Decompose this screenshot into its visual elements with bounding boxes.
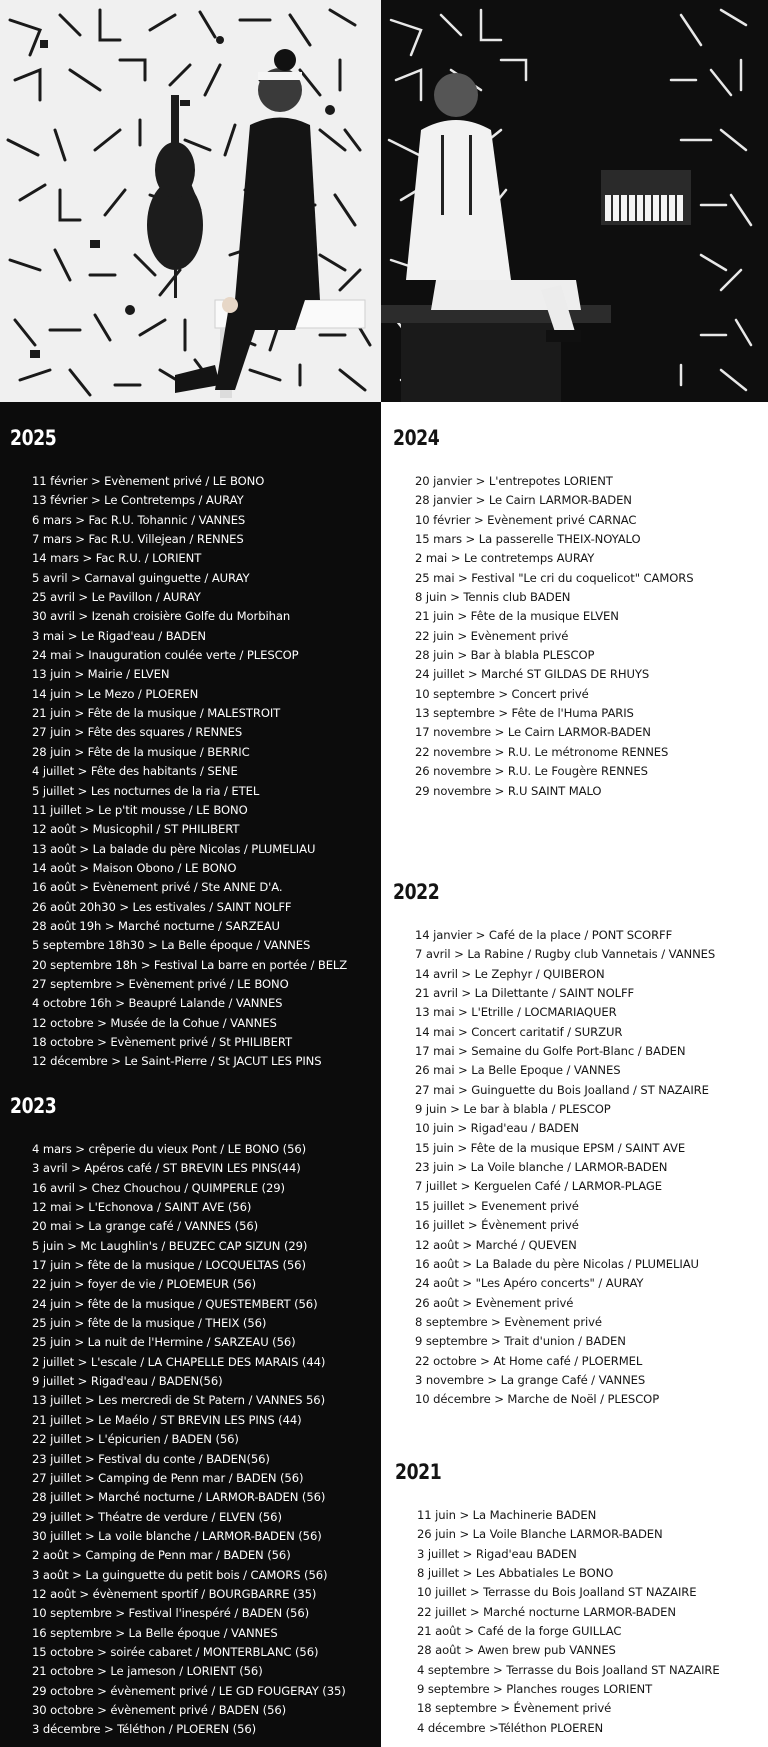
list-item: 14 avril > Le Zephyr / QUIBERON xyxy=(415,966,605,981)
list-item: 29 octobre > évènement privé / LE GD FOUGERAY (35) xyxy=(32,1683,346,1698)
year-heading: 2024 xyxy=(393,426,440,450)
list-item: 2 juillet > L'escale / LA CHAPELLE DES MARAIS (44) xyxy=(32,1354,326,1369)
list-item: 17 juin > fête de la musique / LOCQUELTAS (56) xyxy=(32,1258,306,1273)
list-item: 7 mars > Fac R.U. Villejean / RENNES xyxy=(32,532,244,547)
list-item: 3 décembre > Téléthon / PLOEREN (56) xyxy=(32,1722,257,1737)
list-item: 26 mai > La Belle Epoque / VANNES xyxy=(415,1063,621,1078)
list-item: 4 septembre > Terrasse du Bois Joalland ST NAZAIRE xyxy=(417,1662,720,1677)
list-item: 12 août > évènement sportif / BOURGBARRE (35) xyxy=(32,1586,317,1601)
list-item: 28 juillet > Marché nocturne / LARMOR-BADEN (56) xyxy=(32,1490,326,1505)
list-item: 12 décembre > Le Saint-Pierre / St JACUT LES PINS xyxy=(32,1054,322,1069)
list-item: 14 juin > Le Mezo / PLOEREN xyxy=(32,686,199,701)
list-item: 11 février > Evènement privé / LE BONO xyxy=(32,474,265,488)
list-item: 15 mars > La passerelle THEIX-NOYALO xyxy=(415,532,641,547)
list-item: 10 février > Evènement privé CARNAC xyxy=(415,512,637,527)
list-item: 23 juillet > Festival du conte / BADEN(56) xyxy=(32,1451,270,1466)
event-list xyxy=(393,472,694,801)
list-item: 16 avril > Chez Chouchou / QUIMPERLE (29) xyxy=(32,1180,285,1195)
list-item: 26 août > Evènement privé xyxy=(415,1295,574,1310)
list-item: 22 juin > foyer de vie / PLOEMEUR (56) xyxy=(32,1277,256,1292)
list-item: 5 septembre 18h30 > La Belle époque / VANNES xyxy=(32,938,311,953)
keyboard-player-photo xyxy=(381,0,768,402)
list-item: 2 mai > Le contretemps AURAY xyxy=(415,551,595,566)
list-item: 22 novembre > R.U. Le métronome RENNES xyxy=(415,744,669,759)
list-item: 21 juin > Fête de la musique ELVEN xyxy=(415,609,619,624)
list-item: 6 mars > Fac R.U. Tohannic / VANNES xyxy=(32,512,246,527)
list-item: 3 mai > Le Rigad'eau / BADEN xyxy=(32,628,206,643)
list-item: 25 juin > La nuit de l'Hermine / SARZEAU (56) xyxy=(32,1335,296,1350)
list-item: 25 mai > Festival "Le cri du coquelicot" CAMORS xyxy=(415,570,694,585)
event-list xyxy=(393,926,715,1410)
list-item: 4 décembre >Téléthon PLOEREN xyxy=(417,1720,604,1735)
year-heading: 2021 xyxy=(395,1460,442,1484)
list-item: 12 octobre > Musée de la Cohue / VANNES xyxy=(32,1015,277,1030)
list-item: 27 juillet > Camping de Penn mar / BADEN (56) xyxy=(32,1470,304,1485)
list-item: 25 avril > Le Pavillon / AURAY xyxy=(32,590,201,605)
event-list xyxy=(10,1140,346,1740)
event-list xyxy=(395,1506,720,1738)
year-2022-section xyxy=(393,880,715,1410)
list-item: 12 août > Marché / QUEVEN xyxy=(415,1237,577,1252)
list-item: 13 février > Le Contretemps / AURAY xyxy=(32,493,244,508)
list-item: 12 mai > L'Echonova / SAINT AVE (56) xyxy=(32,1200,252,1215)
list-item: 3 avril > Apéros café / ST BREVIN LES PINS(44) xyxy=(32,1161,301,1176)
list-item: 13 juillet > Les mercredi de St Patern / VANNES 56) xyxy=(32,1393,325,1408)
list-item: 8 juillet > Les Abbatiales Le BONO xyxy=(417,1566,614,1581)
list-item: 8 septembre > Evènement privé xyxy=(415,1314,602,1329)
list-item: 30 juillet > La voile blanche / LARMOR-BADEN (56) xyxy=(32,1528,322,1543)
list-item: 22 juillet > Marché nocturne LARMOR-BADEN xyxy=(417,1604,676,1619)
list-item: 9 juin > Le bar à blabla / PLESCOP xyxy=(415,1102,611,1117)
list-item: 12 août > Musicophil / ST PHILIBERT xyxy=(32,822,240,837)
year-2021-section xyxy=(395,1460,720,1738)
list-item: 26 juin > La Voile Blanche LARMOR-BADEN xyxy=(417,1527,663,1542)
list-item: 3 juillet > Rigad'eau BADEN xyxy=(417,1546,577,1561)
list-item: 28 août 19h > Marché nocturne / SARZEAU xyxy=(32,918,280,933)
list-item: 21 juin > Fête de la musique / MALESTROIT xyxy=(32,706,281,721)
list-item: 7 avril > La Rabine / Rugby club Vannetais / VANNES xyxy=(415,947,716,962)
list-item: 15 juillet > Evenement privé xyxy=(415,1198,579,1213)
left-column xyxy=(0,402,381,1747)
year-heading: 2023 xyxy=(10,1094,57,1118)
event-list xyxy=(10,472,347,1072)
list-item: 24 juillet > Marché ST GILDAS DE RHUYS xyxy=(415,667,650,682)
list-item: 25 juin > fête de la musique / THEIX (56) xyxy=(32,1316,267,1331)
list-item: 16 septembre > La Belle époque / VANNES xyxy=(32,1625,278,1640)
list-item: 16 août > La Balade du père Nicolas / PLUMELIAU xyxy=(415,1256,699,1271)
list-item: 15 juin > Fête de la musique EPSM / SAINT AVE xyxy=(415,1140,686,1155)
list-item: 14 mai > Concert caritatif / SURZUR xyxy=(415,1024,623,1039)
list-item: 29 juillet > Théatre de verdure / ELVEN (56) xyxy=(32,1509,282,1524)
list-item: 3 novembre > La grange Café / VANNES xyxy=(415,1372,646,1387)
list-item: 26 novembre > R.U. Le Fougère RENNES xyxy=(415,764,648,779)
list-item: 2 août > Camping de Penn mar / BADEN (56) xyxy=(32,1548,291,1563)
year-2024-section xyxy=(393,426,694,801)
list-item: 24 août > "Les Apéro concerts" / AURAY xyxy=(415,1276,644,1291)
list-item: 27 septembre > Evènement privé / LE BONO xyxy=(32,976,289,991)
list-item: 29 novembre > R.U SAINT MALO xyxy=(415,783,602,798)
list-item: 28 janvier > Le Cairn LARMOR-BADEN xyxy=(415,493,632,508)
keyboard-player-illustration xyxy=(381,0,768,402)
year-2025-section xyxy=(10,426,347,1072)
list-item: 21 avril > La Dilettante / SAINT NOLFF xyxy=(415,986,635,1001)
list-item: 14 mars > Fac R.U. / LORIENT xyxy=(32,551,202,566)
list-item: 10 juillet > Terrasse du Bois Joalland ST NAZAIRE xyxy=(417,1585,697,1600)
list-item: 10 septembre > Festival l'inespéré / BADEN (56) xyxy=(32,1606,310,1621)
list-item: 20 septembre 18h > Festival La barre en portée / BELZ xyxy=(32,957,348,972)
list-item: 14 août > Maison Obono / LE BONO xyxy=(32,860,237,875)
list-item: 14 janvier > Café de la place / PONT SCORFF xyxy=(415,928,673,942)
list-item: 13 août > La balade du père Nicolas / PLUMELIAU xyxy=(32,841,316,856)
list-item: 9 septembre > Trait d'union / BADEN xyxy=(415,1334,626,1349)
list-item: 27 juin > Fête des squares / RENNES xyxy=(32,725,243,740)
list-item: 30 octobre > évènement privé / BADEN (56) xyxy=(32,1702,287,1717)
list-item: 5 juillet > Les nocturnes de la ria / ETEL xyxy=(32,783,260,798)
list-item: 24 mai > Inauguration coulée verte / PLESCOP xyxy=(32,648,299,663)
list-item: 13 septembre > Fête de l'Huma PARIS xyxy=(415,706,634,721)
header-photo xyxy=(0,0,768,402)
list-item: 17 novembre > Le Cairn LARMOR-BADEN xyxy=(415,725,651,740)
list-item: 8 juin > Tennis club BADEN xyxy=(415,590,571,605)
list-item: 20 mai > La grange café / VANNES (56) xyxy=(32,1219,259,1234)
list-item: 20 janvier > L'entrepotes LORIENT xyxy=(415,474,613,488)
list-item: 30 avril > Izenah croisière Golfe du Morbihan xyxy=(32,609,291,624)
list-item: 21 juillet > Le Maélo / ST BREVIN LES PINS (44) xyxy=(32,1412,302,1427)
list-item: 26 août 20h30 > Les estivales / SAINT NOLFF xyxy=(32,899,292,914)
list-item: 16 août > Evènement privé / Ste ANNE D'A. xyxy=(32,880,283,895)
list-item: 10 juin > Rigad'eau / BADEN xyxy=(415,1121,579,1136)
list-item: 21 octobre > Le jameson / LORIENT (56) xyxy=(32,1664,263,1679)
list-item: 9 juillet > Rigad'eau / BADEN(56) xyxy=(32,1374,223,1389)
cello-player-illustration xyxy=(0,0,381,402)
list-item: 28 août > Awen brew pub VANNES xyxy=(417,1643,616,1658)
year-heading: 2025 xyxy=(10,426,57,450)
list-item: 11 juillet > Le p'tit mousse / LE BONO xyxy=(32,802,248,817)
list-item: 10 septembre > Concert privé xyxy=(415,686,589,701)
list-item: 17 mai > Semaine du Golfe Port-Blanc / BADEN xyxy=(415,1044,686,1059)
list-item: 22 juin > Evènement privé xyxy=(415,628,569,643)
list-item: 4 juillet > Fête des habitants / SENE xyxy=(32,764,238,779)
year-heading: 2022 xyxy=(393,880,440,904)
list-item: 3 août > La guinguette du petit bois / CAMORS (56) xyxy=(32,1567,328,1582)
list-item: 21 août > Café de la forge GUILLAC xyxy=(417,1624,622,1639)
right-column xyxy=(381,402,768,1747)
list-item: 10 décembre > Marche de Noël / PLESCOP xyxy=(415,1392,660,1407)
list-item: 18 septembre > Évènement privé xyxy=(417,1701,612,1716)
list-item: 4 octobre 16h > Beaupré Lalande / VANNES xyxy=(32,996,283,1011)
list-item: 5 avril > Carnaval guinguette / AURAY xyxy=(32,570,250,585)
list-item: 22 octobre > At Home café / PLOERMEL xyxy=(415,1353,643,1368)
list-item: 22 juillet > L'épicurien / BADEN (56) xyxy=(32,1432,239,1447)
list-item: 28 juin > Fête de la musique / BERRIC xyxy=(32,744,250,759)
list-item: 16 juillet > Évènement privé xyxy=(415,1218,579,1233)
list-item: 13 juin > Mairie / ELVEN xyxy=(32,667,170,682)
list-item: 15 octobre > soirée cabaret / MONTERBLANC (56) xyxy=(32,1644,319,1659)
list-item: 11 juin > La Machinerie BADEN xyxy=(417,1508,597,1522)
list-item: 23 juin > La Voile blanche / LARMOR-BADEN xyxy=(415,1160,668,1175)
cello-player-photo xyxy=(0,0,381,402)
list-item: 28 juin > Bar à blabla PLESCOP xyxy=(415,648,595,663)
list-item: 13 mai > L'Etrille / LOCMARIAQUER xyxy=(415,1005,617,1020)
list-item: 18 octobre > Evènement privé / St PHILIBERT xyxy=(32,1034,292,1049)
list-item: 7 juillet > Kerguelen Café / LARMOR-PLAGE xyxy=(415,1179,662,1194)
list-item: 5 juin > Mc Laughlin's / BEUZEC CAP SIZUN (29) xyxy=(32,1238,308,1253)
list-item: 9 septembre > Planches rouges LORIENT xyxy=(417,1682,653,1697)
list-item: 24 juin > fête de la musique / QUESTEMBERT (56) xyxy=(32,1296,318,1311)
list-item: 4 mars > crêperie du vieux Pont / LE BONO (56) xyxy=(32,1142,307,1156)
year-2023-section xyxy=(10,1094,346,1740)
list-item: 27 mai > Guinguette du Bois Joalland / ST NAZAIRE xyxy=(415,1082,709,1097)
